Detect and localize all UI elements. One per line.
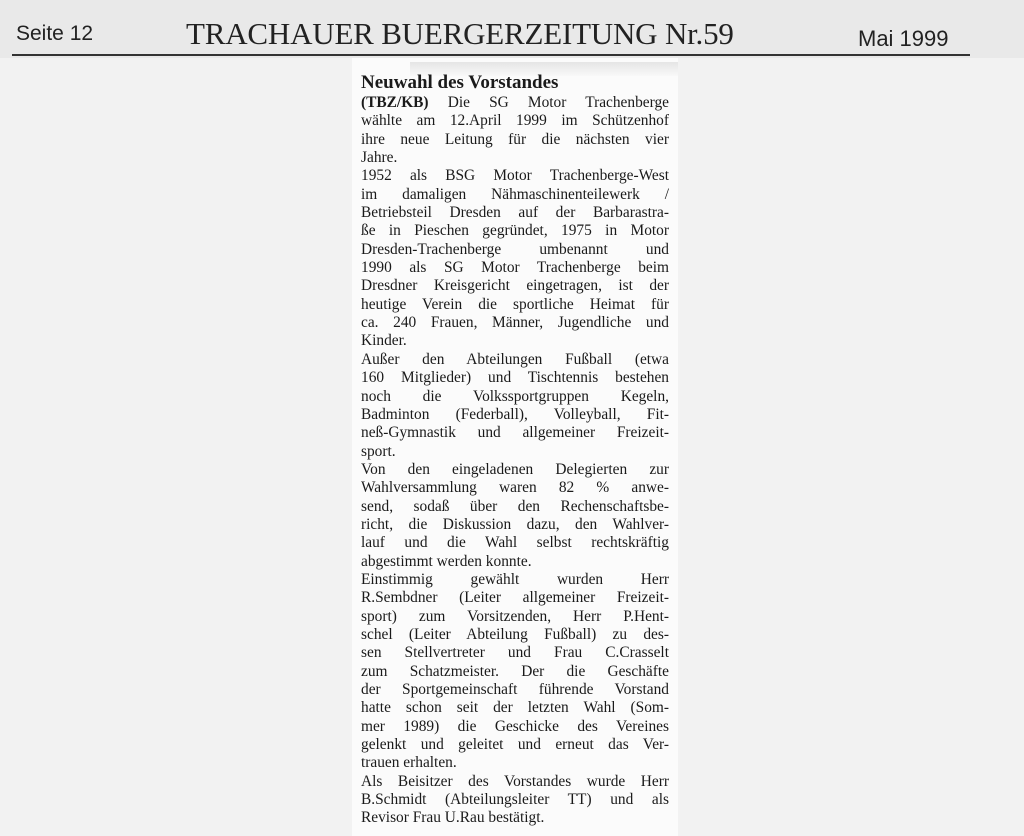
article-line: sport) zum Vorsitzenden, Herr P.Hent-: [361, 607, 669, 625]
article-line: ca. 240 Frauen, Männer, Jugendliche und: [361, 314, 669, 332]
article-line: Jahre.: [361, 149, 398, 167]
article-line: abgestimmt werden konnte.: [361, 552, 532, 570]
newspaper-title: [186, 16, 734, 52]
article-line: 1990 als SG Motor Trachenberge beim: [361, 259, 669, 277]
header-divider: [12, 54, 970, 56]
page-number: Seite 12: [16, 22, 94, 45]
article-line: noch die Volkssportgruppen Kegeln,: [361, 387, 669, 405]
article-line: 1952 als BSG Motor Trachenberge-West: [361, 167, 669, 185]
article-line: lauf und die Wahl selbst rechtskräftig: [361, 534, 669, 552]
article-line: ße in Pieschen gegründet, 1975 in Motor: [361, 222, 669, 240]
article-byline: (TBZ/KB): [361, 94, 429, 111]
article-line: Einstimmig gewählt wurden Herr: [361, 570, 669, 588]
issue-date: Mai 1999: [858, 26, 949, 51]
article-line: 160 Mitglieder) und Tischtennis bestehen: [361, 369, 669, 387]
article-line: schel (Leiter Abteilung Fußball) zu des-: [361, 625, 669, 643]
article-line: send, sodaß über den Rechenschaftsbe-: [361, 497, 669, 515]
article-line: Außer den Abteilungen Fußball (etwa: [361, 350, 669, 368]
article-line: richt, die Diskussion dazu, den Wahlver-: [361, 515, 669, 533]
article-line: heutige Verein die sportliche Heimat für: [361, 295, 669, 313]
article-line: Dresdner Kreisgericht eingetragen, ist der: [361, 277, 669, 295]
article-line: Als Beisitzer des Vorstandes wurde Herr: [361, 772, 669, 790]
article-line: ihre neue Leitung für die nächsten vier: [361, 130, 669, 148]
article-line: wählte am 12.April 1999 im Schützenhof: [361, 112, 669, 130]
article-line-text: Die SG Motor Trachenberge: [428, 94, 669, 111]
article: [361, 72, 669, 828]
article-line: sport.: [361, 442, 396, 460]
article-line: Betriebsteil Dresden auf der Barbarastra-: [361, 204, 669, 222]
article-line: gelenkt und geleitet und erneut das Ver-: [361, 736, 669, 754]
article-line: Wahlversammlung waren 82 % anwe-: [361, 479, 669, 497]
article-line: R.Sembdner (Leiter allgemeiner Freizeit-: [361, 589, 669, 607]
article-line: hatte schon seit der letzten Wahl (Som-: [361, 699, 669, 717]
issue-number: Nr.59: [664, 16, 734, 51]
article-line: der Sportgemeinschaft führende Vorstand: [361, 681, 669, 698]
newspaper-name: TRACHAUER BUERGERZEITUNG: [186, 16, 658, 51]
article-line: Badminton (Federball), Volleyball, Fit-: [361, 405, 669, 423]
article-line: mer 1989) die Geschicke des Vereines: [361, 717, 669, 735]
article-line: im damaligen Nähmaschinenteilewerk /: [361, 185, 669, 203]
article-line: Von den eingeladenen Delegierten zur: [361, 460, 669, 478]
newspaper-masthead: [0, 0, 1024, 58]
article-line: trauen erhalten.: [361, 754, 457, 772]
article-headline: Neuwahl des Vorstandes: [361, 72, 559, 93]
article-line: neß-Gymnastik und allgemeiner Freizeit-: [361, 424, 669, 442]
article-line: Revisor Frau U.Rau bestätigt.: [361, 809, 545, 827]
article-line: Dresden-Trachenberge umbenannt und: [361, 240, 669, 258]
article-line: [361, 94, 669, 112]
article-line: sen Stellvertreter und Frau C.Crasselt: [361, 644, 669, 662]
article-line: Kinder.: [361, 332, 407, 350]
article-line: B.Schmidt (Abteilungsleiter TT) und als: [361, 791, 669, 809]
article-line: zum Schatzmeister. Der die Geschäfte: [361, 662, 669, 680]
